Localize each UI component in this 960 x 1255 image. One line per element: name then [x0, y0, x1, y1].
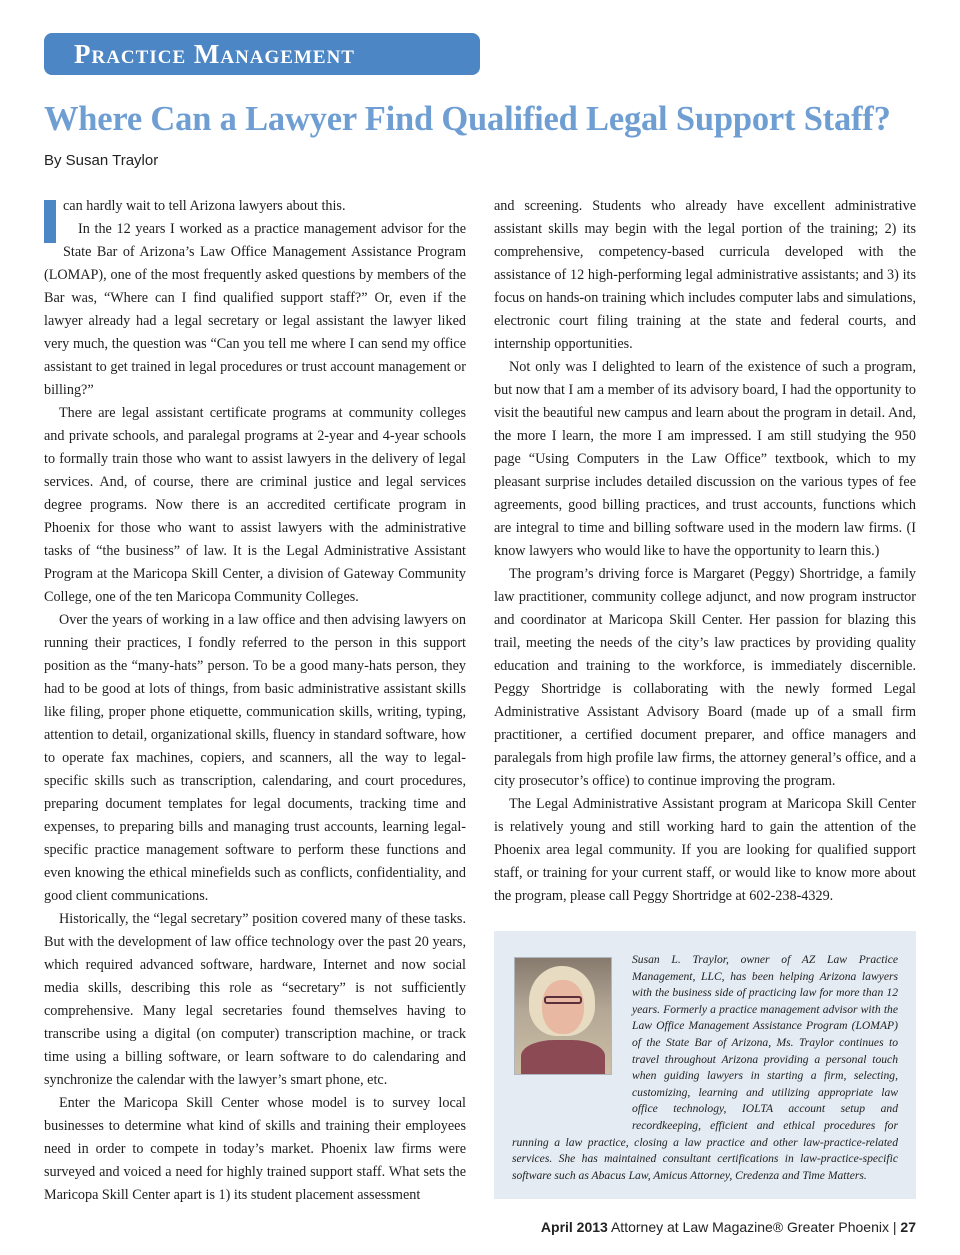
footer-separator: |	[892, 1219, 897, 1235]
section-label: Practice Management	[74, 39, 355, 69]
article-title: Where Can a Lawyer Find Qualified Legal Support Staff?	[44, 100, 891, 138]
paragraph: and screening. Students who already have excellent administrative assistant skills may begin with the legal portion of the training; 2) its comprehensive, competency-based curricula developed with the assistance of 12 high-performing legal administrative assistants; and 3) its focus on hands-on training which includes computer labs and simulations, electronic court filing training at the state and federal courts, and internship opportunities.	[494, 198, 916, 352]
paragraph: Enter the Maricopa Skill Center whose model is to survey local businesses to determine what kind of skills and training their employees need in order to compete in today’s market. Phoenix law firms were surveyed and voiced a need for highly trained support staff. What sets the Maricopa Skill Center apart is 1) its student placement assessment	[44, 1095, 466, 1203]
page-number: 27	[900, 1219, 916, 1235]
author-bio-text: Susan L. Traylor, owner of AZ Law Practice Management, LLC, has been helping Arizona lawyers with the business side of practicing law for more than 12 years. Formerly a practice management advisor with the Law Office Management Assistance Program (LOMAP) of the State Bar of Arizona, Ms. Traylor continues to travel throughout Arizona providing a personal touch when guiding lawyers in starting a firm, selecting, customizing, learning and utilizing appropriate law office technology, IOLTA account setup and recordkeeping, efficient and ethical procedures for running a law practice, closing a law practice and other law-practice-related services. She has maintained consultant certifications in law-practice-specific software such as Abacus Law, Amicus Attorney, Credenza and Time Matters.	[512, 953, 898, 1182]
author-bio-box	[494, 931, 916, 1199]
footer-edition: Greater Phoenix	[787, 1219, 889, 1235]
paragraph: In the 12 years I worked as a practice management advisor for the State Bar of Arizona’s Law Office Management Assistance Program (LOMAP), one of the most frequently asked questions by members of the Bar was, “Where can I find qualified support staff?” Or, even if the lawyer already had a legal secretary or legal assistant the lawyer liked very much, the question was “Can you tell me where I can send my office assistant to get trained in legal procedures or trust account management or billing?”	[44, 221, 466, 398]
drop-cap-i	[44, 200, 56, 243]
footer-magazine: Attorney at Law Magazine®	[610, 1219, 784, 1235]
right-column	[494, 195, 916, 908]
left-column	[44, 195, 466, 1207]
paragraph: Not only was I delighted to learn of the existence of such a program, but now that I am a member of its advisory board, I had the opportunity to visit the beautiful new campus and learn about the program in detail. And, the more I learn, the more I am impressed. I am still studying the 950 page “Using Computers in the Law Office” textbook, which to my pleasant surprise includes detailed discussion on the various types of fee agreements, good billing practices, and trust accounts, functions which are integral to time and billing software used in the modern law firms. (I know lawyers who would like to have the opportunity to learn this.)	[494, 359, 916, 559]
paragraph: The Legal Administrative Assistant program at Maricopa Skill Center is relatively young and still working hard to gain the attention of the Phoenix area legal community. If you are looking for qualified support staff, or training for your current staff, or would like to know more about the program, please call Peggy Shortridge at 602-238-4329.	[494, 796, 916, 904]
paragraph: Historically, the “legal secretary” position covered many of these tasks. But with the development of law office technology over the past 20 years, which required advanced software, hardware, Internet and now social media skills, describing this role as “secretary” is not sufficiently comprehensive. Many legal secretaries found themselves having to transcribe using a digital (on computer) transcription machine, or track time using a billing software, or learn software to do calendaring and synchronize the calendar with the lawyer’s smart phone, etc.	[44, 911, 466, 1088]
paragraph: There are legal assistant certificate programs at community colleges and private schools, and paralegal programs at 2-year and 4-year schools to formally train those who want to assist lawyers in the delivery of legal services. And, of course, there are criminal justice and legal services degree programs. Now there is an accredited certificate program in Phoenix for those who want to assist lawyers with the administrative tasks of “the business” of law. It is the Legal Administrative Assistant Program at the Maricopa Skill Center, a division of Gateway Community College, one of the ten Maricopa Community Colleges.	[44, 405, 466, 605]
page-footer	[541, 1219, 916, 1235]
paragraph: Over the years of working in a law office and then advising lawyers on running their practices, I fondly referred to the person in this support position as the “many-hats” person. To be a good many-hats person, they had to be good at lots of things, from basic administrative assistant skills like filing, proper phone etiquette, communication skills, writing, typing, attention to detail, organizational skills, fluency in standard software, how to operate fax machines, copiers, and scanners, all the way to legal-specific skills such as transcription, calendaring, and court procedures, preparing document templates for legal documents, tracking time and expenses, to preparing bills and managing trust accounts, learning legal-specific practice management software to perform these functions and even knowing the ethical minefields such as conflicts, confidentiality, and good client communications.	[44, 612, 466, 904]
footer-issue: April 2013	[540, 1219, 608, 1235]
byline: By Susan Traylor	[44, 152, 159, 169]
section-banner	[44, 33, 480, 75]
paragraph: can hardly wait to tell Arizona lawyers about this.	[44, 195, 466, 218]
paragraph: The program’s driving force is Margaret (Peggy) Shortridge, a family law practitioner, community college adjunct, and now program instructor and coordinator at Maricopa Skill Center. Her passion for blazing this trail, meeting the needs of the city’s law practices by providing quality education and training to the workforce, is immediately discernible. Peggy Shortridge is collaborating with the newly formed Legal Administrative Assistant Advisory Board (made up of a small firm practitioner, a certified document preparer, and office managers and paralegals from high profile law firms, the attorney general’s office, and a city prosecutor’s office) to continue improving the program.	[494, 566, 916, 789]
